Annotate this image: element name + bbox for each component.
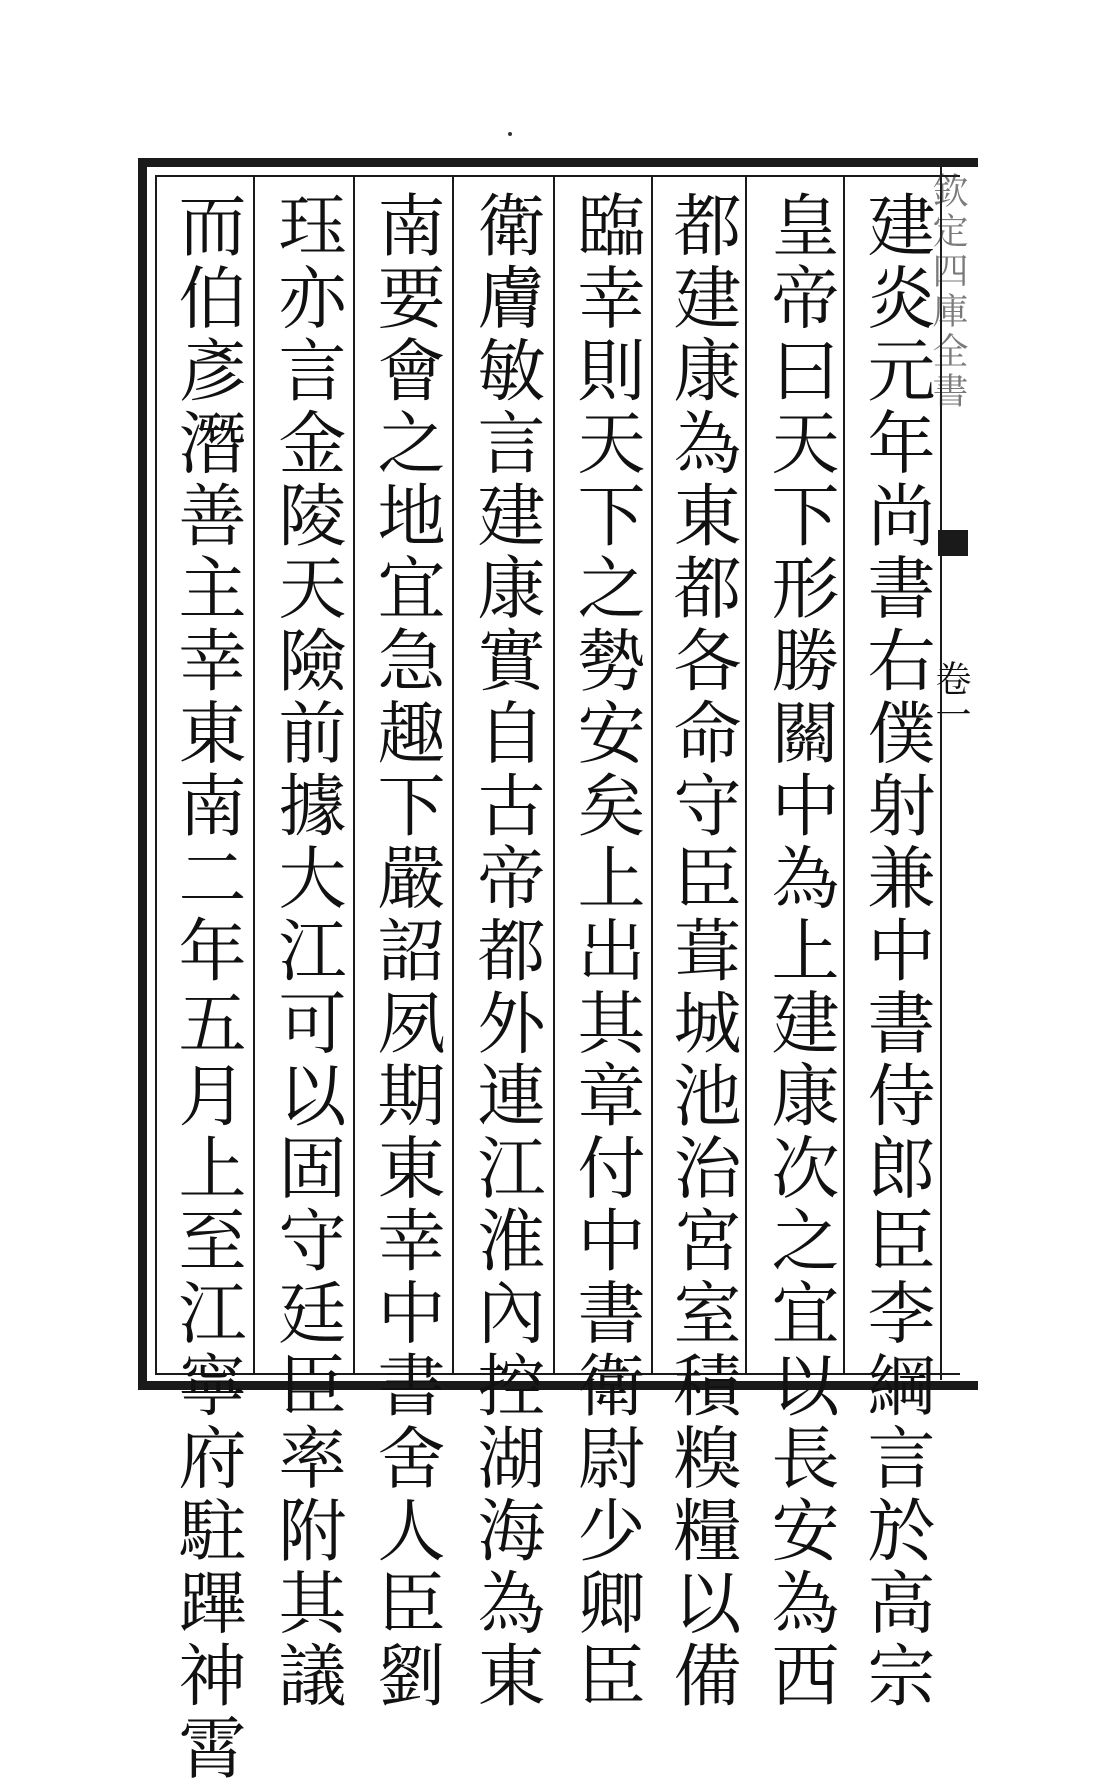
text-column-4: 臨幸則天下之勢安矣上出其章付中書衛尉少卿臣 [566,190,645,1713]
column-rule [452,177,454,1373]
volume-label: 卷一 [930,660,971,732]
text-column-1: 建炎元年尚書右僕射兼中書侍郎臣李綱言於高宗 [856,190,935,1713]
column-rule [745,177,747,1373]
book-title: 欽定四庫全書 [927,172,968,412]
text-column-2: 皇帝曰天下形勝關中為上建康次之宜以長安為西 [760,190,839,1713]
fishtail-mark [938,530,968,556]
text-column-5: 衛膚敏言建康實自古帝都外連江淮內控湖海為東 [466,190,545,1713]
ink-speck [508,132,512,136]
column-rule [843,177,845,1373]
text-column-8: 而伯彥潛善主幸東南二年五月上至江寧府駐蹕神霄 [167,190,246,1785]
column-rule [553,177,555,1373]
text-column-3: 都建康為東都各命守臣葺城池治宮室積糗糧以備 [662,190,741,1713]
column-rule [353,177,355,1373]
column-rule [651,177,653,1373]
text-column-7: 珏亦言金陵天險前據大江可以固守廷臣率附其議 [267,190,346,1713]
column-rule [253,177,255,1373]
text-column-6: 南要會之地宜急趣下嚴詔夙期東幸中書舍人臣劉 [366,190,445,1713]
